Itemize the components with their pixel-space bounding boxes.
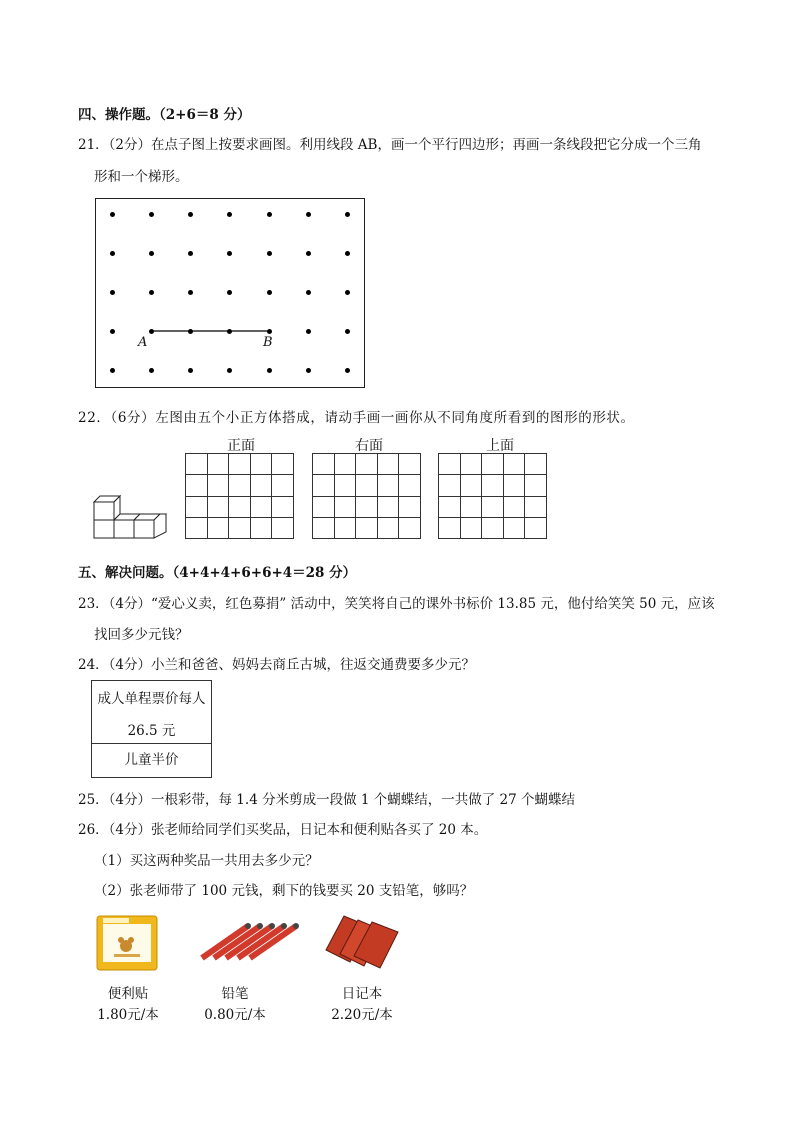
fare-adult-label: 成人单程票价每人	[97, 691, 206, 707]
grid-cell[interactable]	[334, 454, 356, 475]
grid-dot[interactable]	[188, 290, 193, 295]
grid-cell[interactable]	[313, 517, 335, 538]
grid-cell[interactable]	[250, 475, 272, 496]
grid-cell[interactable]	[186, 517, 208, 538]
grid-cell[interactable]	[525, 475, 547, 496]
grid-cell[interactable]	[250, 454, 272, 475]
question-21-text: 21．（2分）在点子图上按要求画图。利用线段 AB，画一个平行四边形；再画一条线段把它分成一个三角	[78, 137, 702, 153]
grid-cell[interactable]	[439, 475, 461, 496]
grid-dot[interactable]	[149, 290, 154, 295]
grid-cell[interactable]	[439, 517, 461, 538]
grid-cell[interactable]	[334, 475, 356, 496]
grid-cell[interactable]	[503, 475, 525, 496]
grid-cell[interactable]	[229, 496, 251, 517]
grid-top[interactable]	[438, 453, 547, 539]
question-24-text: 24．（4分）小兰和爸爸、妈妈去商丘古城，往返交通费要多少元？	[78, 657, 476, 673]
grid-cell[interactable]	[356, 454, 378, 475]
view-label-top: 上面	[486, 438, 514, 454]
grid-row	[186, 475, 294, 496]
grid-cell[interactable]	[186, 454, 208, 475]
grid-dot[interactable]	[345, 212, 350, 217]
grid-cell[interactable]	[482, 517, 504, 538]
notebooks-icon	[324, 912, 402, 970]
product-price-notebook: 2.20元/本	[331, 1007, 393, 1023]
grid-dot[interactable]	[149, 251, 154, 256]
dot-grid[interactable]	[95, 198, 365, 388]
question-22-text: 22．（6分）左图由五个小正方体搭成，请动手画一画你从不同角度所看到的图形的形状。	[78, 410, 635, 426]
grid-cell[interactable]	[377, 454, 399, 475]
grid-cell[interactable]	[356, 517, 378, 538]
grid-row	[313, 454, 421, 475]
grid-cell[interactable]	[525, 517, 547, 538]
grid-cell[interactable]	[377, 496, 399, 517]
grid-right[interactable]	[312, 453, 421, 539]
fare-child-cell: 儿童半价	[124, 752, 179, 768]
grid-dot[interactable]	[267, 290, 272, 295]
grid-cell[interactable]	[186, 496, 208, 517]
grid-dot[interactable]	[227, 212, 232, 217]
product-name-pencil: 铅笔	[221, 986, 249, 1002]
grid-row	[439, 517, 547, 538]
grid-cell[interactable]	[250, 517, 272, 538]
grid-cell[interactable]	[313, 496, 335, 517]
grid-dot[interactable]	[149, 329, 154, 334]
grid-dot[interactable]	[188, 212, 193, 217]
grid-cell[interactable]	[482, 496, 504, 517]
product-price-sticky: 1.80元/本	[97, 1007, 159, 1023]
grid-cell[interactable]	[356, 496, 378, 517]
grid-cell[interactable]	[399, 454, 421, 475]
grid-cell[interactable]	[503, 517, 525, 538]
grid-row	[439, 454, 547, 475]
question-23-text-cont: 找回多少元钱？	[94, 627, 189, 643]
cube-figure	[90, 492, 170, 542]
grid-dot[interactable]	[110, 290, 115, 295]
grid-cell[interactable]	[525, 496, 547, 517]
sticky-notes-icon	[96, 914, 160, 972]
grid-dot[interactable]	[306, 212, 311, 217]
grid-cell[interactable]	[250, 496, 272, 517]
grid-dot[interactable]	[110, 212, 115, 217]
grid-cell[interactable]	[207, 454, 229, 475]
grid-cell[interactable]	[503, 454, 525, 475]
product-name-notebook: 日记本	[341, 986, 383, 1002]
point-a-label: A	[138, 335, 148, 350]
grid-dot[interactable]	[267, 212, 272, 217]
grid-row	[313, 517, 421, 538]
point-b-label: B	[263, 335, 273, 350]
grid-row	[439, 475, 547, 496]
grid-cell[interactable]	[439, 496, 461, 517]
grid-cell[interactable]	[399, 517, 421, 538]
grid-cell[interactable]	[460, 454, 482, 475]
grid-cell[interactable]	[272, 475, 294, 496]
grid-cell[interactable]	[272, 496, 294, 517]
section-4-title: 四、操作题。（2+6＝8 分）	[78, 107, 251, 123]
grid-cell[interactable]	[399, 496, 421, 517]
grid-cell[interactable]	[460, 517, 482, 538]
grid-cell[interactable]	[207, 517, 229, 538]
grid-dot[interactable]	[306, 290, 311, 295]
view-label-right: 右面	[355, 438, 383, 454]
grid-cell[interactable]	[334, 496, 356, 517]
grid-cell[interactable]	[377, 517, 399, 538]
grid-cell[interactable]	[272, 454, 294, 475]
grid-front[interactable]	[185, 453, 294, 539]
grid-row	[313, 496, 421, 517]
section-5-title: 五、解决问题。（4+4+4+6+6+4＝28 分）	[78, 565, 357, 581]
grid-cell[interactable]	[229, 517, 251, 538]
grid-dot[interactable]	[110, 329, 115, 334]
product-price-pencil: 0.80元/本	[204, 1007, 266, 1023]
grid-row	[313, 475, 421, 496]
grid-row	[186, 454, 294, 475]
grid-cell[interactable]	[503, 496, 525, 517]
grid-cell[interactable]	[207, 496, 229, 517]
grid-cell[interactable]	[399, 475, 421, 496]
question-26-text: 26．（4分）张老师给同学们买奖品，日记本和便利贴各买了 20 本。	[78, 822, 488, 838]
fare-adult-price: 26.5 元	[127, 723, 176, 739]
grid-cell[interactable]	[482, 475, 504, 496]
grid-cell[interactable]	[377, 475, 399, 496]
fare-table	[91, 680, 212, 778]
question-21-text-cont: 形和一个梯形。	[94, 169, 189, 185]
grid-dot[interactable]	[267, 329, 272, 334]
grid-cell[interactable]	[460, 475, 482, 496]
pencils-icon	[198, 918, 300, 962]
grid-cell[interactable]	[525, 454, 547, 475]
grid-cell[interactable]	[272, 517, 294, 538]
grid-dot[interactable]	[110, 251, 115, 256]
grid-row	[439, 496, 547, 517]
grid-cell[interactable]	[229, 454, 251, 475]
grid-dot[interactable]	[306, 251, 311, 256]
grid-row	[186, 517, 294, 538]
grid-dot[interactable]	[188, 251, 193, 256]
grid-dot[interactable]	[267, 251, 272, 256]
grid-cell[interactable]	[207, 475, 229, 496]
grid-cell[interactable]	[313, 475, 335, 496]
question-26-part-1: （1）买这两种奖品一共用去多少元？	[94, 853, 319, 869]
grid-dot[interactable]	[110, 368, 115, 373]
fare-adult-cell	[92, 681, 211, 744]
grid-cell[interactable]	[229, 475, 251, 496]
question-25-text: 25．（4分）一根彩带，每 1.4 分米剪成一段做 1 个蝴蝶结，一共做了 27 个蝴蝶结	[78, 792, 576, 808]
grid-cell[interactable]	[356, 475, 378, 496]
grid-cell[interactable]	[460, 496, 482, 517]
grid-cell[interactable]	[334, 517, 356, 538]
grid-row	[186, 496, 294, 517]
grid-cell[interactable]	[186, 475, 208, 496]
product-name-sticky: 便利贴	[107, 986, 149, 1002]
grid-cell[interactable]	[482, 454, 504, 475]
grid-dot[interactable]	[149, 212, 154, 217]
view-label-front: 正面	[227, 438, 255, 454]
question-23-text: 23．（4分）“爱心义卖，红色募捐” 活动中，笑笑将自己的课外书标价 13.85 元，他付给笑笑 50 元，应该	[78, 596, 715, 612]
grid-cell[interactable]	[313, 454, 335, 475]
grid-cell[interactable]	[439, 454, 461, 475]
question-26-part-2: （2）张老师带了 100 元钱，剩下的钱要买 20 支铅笔，够吗？	[94, 883, 474, 899]
